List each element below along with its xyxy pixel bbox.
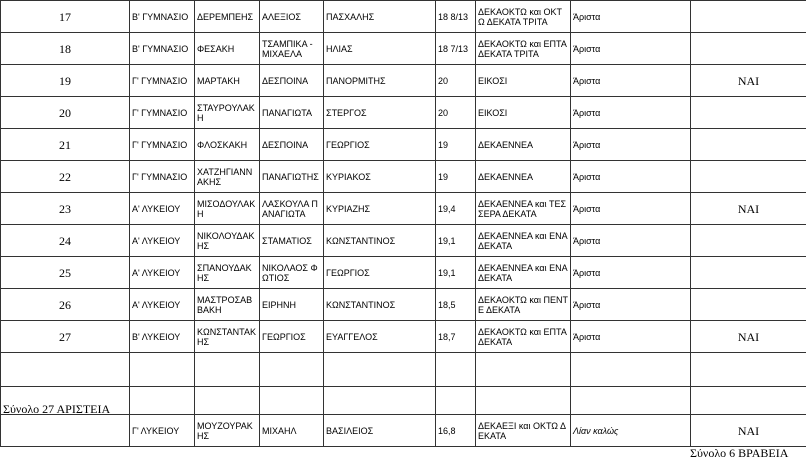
cell-surname: ΣΤΑΥΡΟΥΛΑΚΗ	[195, 97, 260, 129]
table-row	[1, 33, 806, 65]
cell-words: ΔΕΚΑΕΝΝΕΑ και ΕΝΑ ΔΕΚΑΤΑ	[476, 257, 571, 289]
table-row	[1, 97, 806, 129]
table-row	[1, 321, 806, 353]
table-row	[1, 1, 806, 33]
cell-surname: ΜΙΣΟΔΟΥΛΑΚΗ	[195, 193, 260, 225]
cell-grade: 18 7/13	[436, 33, 476, 65]
table-row	[1, 415, 806, 447]
cell-no: 22	[1, 161, 130, 193]
cell-words: ΔΕΚΑΕΝΝΕΑ	[476, 129, 571, 161]
cell-words: ΔΕΚΑΟΚΤΩ και ΕΠΤΑ ΔΕΚΑΤΑ	[476, 321, 571, 353]
cell-name: ΜΙΧΑΗΛ	[260, 415, 324, 447]
cell-rating: Άριστα	[571, 193, 691, 225]
cell-words: ΕΙΚΟΣΙ	[476, 97, 571, 129]
cell-rating: Άριστα	[571, 97, 691, 129]
cell-rating: Άριστα	[571, 1, 691, 33]
cell-no: 21	[1, 129, 130, 161]
cell-award: ΝΑΙ	[691, 321, 806, 353]
table-body	[1, 1, 806, 447]
table-row	[1, 161, 806, 193]
cell-father: ΠΑΣΧΑΛΗΣ	[324, 1, 436, 33]
cell-school	[130, 387, 195, 415]
cell-no: 24	[1, 225, 130, 257]
cell-words: ΔΕΚΑΕΞΙ και ΟΚΤΩ ΔΕΚΑΤΑ	[476, 415, 571, 447]
cell-name	[260, 353, 324, 387]
cell-words	[476, 353, 571, 387]
cell-words: ΔΕΚΑΟΚΤΩ και ΕΠΤΑ ΔΕΚΑΤΑ ΤΡΙΤΑ	[476, 33, 571, 65]
cell-name: ΓΕΩΡΓΙΟΣ	[260, 321, 324, 353]
cell-grade: 19,1	[436, 257, 476, 289]
cell-grade: 19	[436, 161, 476, 193]
cell-surname: ΜΑΣΤΡΟΣΑΒΒΑΚΗ	[195, 289, 260, 321]
cell-school: Γ' ΛΥΚΕΙΟΥ	[130, 415, 195, 447]
table-row	[1, 289, 806, 321]
cell-grade: 16,8	[436, 415, 476, 447]
cell-award	[691, 161, 806, 193]
table-row	[1, 225, 806, 257]
cell-school: Α' ΛΥΚΕΙΟΥ	[130, 225, 195, 257]
cell-rating: Λίαν καλώς	[571, 415, 691, 447]
total-vraveia: Σύνολο 6 ΒΡΑΒΕΙΑ	[690, 446, 789, 460]
cell-surname: ΦΕΣΑΚΗ	[195, 33, 260, 65]
cell-award: ΝΑΙ	[691, 65, 806, 97]
cell-school: Γ' ΓΥΜΝΑΣΙΟ	[130, 65, 195, 97]
cell-name: ΑΛΕΞΙΟΣ	[260, 1, 324, 33]
cell-grade: 18,7	[436, 321, 476, 353]
cell-no	[1, 353, 130, 387]
cell-name: ΔΕΣΠΟΙΝΑ	[260, 129, 324, 161]
cell-name: ΛΑΣΚΟΥΛΑ ΠΑΝΑΓΙΩΤΑ	[260, 193, 324, 225]
cell-rating: Άριστα	[571, 225, 691, 257]
cell-surname: ΝΙΚΟΛΟΥΔΑΚΗΣ	[195, 225, 260, 257]
cell-father: ΠΑΝΟΡΜΙΤΗΣ	[324, 65, 436, 97]
cell-grade	[436, 387, 476, 415]
cell-father: ΒΑΣΙΛΕΙΟΣ	[324, 415, 436, 447]
cell-school: Γ' ΓΥΜΝΑΣΙΟ	[130, 129, 195, 161]
cell-father	[324, 387, 436, 415]
empty-row	[1, 353, 806, 387]
cell-name: ΝΙΚΟΛΑΟΣ ΦΩΤΙΟΣ	[260, 257, 324, 289]
cell-award: ΝΑΙ	[691, 415, 806, 447]
cell-school: Γ' ΓΥΜΝΑΣΙΟ	[130, 97, 195, 129]
cell-words: ΔΕΚΑΟΚΤΩ και ΟΚΤΩ ΔΕΚΑΤΑ ΤΡΙΤΑ	[476, 1, 571, 33]
cell-surname: ΜΑΡΤΑΚΗ	[195, 65, 260, 97]
cell-school: Α' ΛΥΚΕΙΟΥ	[130, 193, 195, 225]
cell-name: ΤΣΑΜΠΙΚΑ - ΜΙΧΑΕΛΑ	[260, 33, 324, 65]
cell-father: ΕΥΑΓΓΕΛΟΣ	[324, 321, 436, 353]
cell-rating: Άριστα	[571, 129, 691, 161]
cell-rating: Άριστα	[571, 289, 691, 321]
cell-surname	[195, 387, 260, 415]
cell-rating: Άριστα	[571, 33, 691, 65]
cell-rating	[571, 387, 691, 415]
cell-surname: ΧΑΤΖΗΓΙΑΝΝΑΚΗΣ	[195, 161, 260, 193]
cell-no: 27	[1, 321, 130, 353]
cell-name: ΠΑΝΑΓΙΩΤΗΣ	[260, 161, 324, 193]
cell-words	[476, 387, 571, 415]
cell-surname: ΦΛΟΣΚΑΚΗ	[195, 129, 260, 161]
cell-award	[691, 387, 806, 415]
cell-words: ΔΕΚΑΟΚΤΩ και ΠΕΝΤΕ ΔΕΚΑΤΑ	[476, 289, 571, 321]
cell-father: ΣΤΕΡΓΟΣ	[324, 97, 436, 129]
cell-words: ΔΕΚΑΕΝΝΕΑ	[476, 161, 571, 193]
cell-award	[691, 33, 806, 65]
cell-surname	[195, 353, 260, 387]
cell-award	[691, 257, 806, 289]
cell-father: ΚΥΡΙΑΚΟΣ	[324, 161, 436, 193]
cell-grade: 18,5	[436, 289, 476, 321]
cell-grade: 19,4	[436, 193, 476, 225]
table-row	[1, 193, 806, 225]
cell-rating: Άριστα	[571, 321, 691, 353]
cell-words: ΔΕΚΑΕΝΝΕΑ και ΤΕΣΣΕΡΑ ΔΕΚΑΤΑ	[476, 193, 571, 225]
cell-rating: Άριστα	[571, 161, 691, 193]
cell-father: ΗΛΙΑΣ	[324, 33, 436, 65]
cell-no	[1, 415, 130, 447]
cell-name: ΠΑΝΑΓΙΩΤΑ	[260, 97, 324, 129]
cell-no: 19	[1, 65, 130, 97]
cell-surname: ΚΩΝΣΤΑΝΤΑΚΗΣ	[195, 321, 260, 353]
cell-award: ΝΑΙ	[691, 193, 806, 225]
cell-award	[691, 97, 806, 129]
cell-school: Γ' ΓΥΜΝΑΣΙΟ	[130, 161, 195, 193]
cell-rating: Άριστα	[571, 257, 691, 289]
cell-father: ΚΩΝΣΤΑΝΤΙΝΟΣ	[324, 289, 436, 321]
cell-award	[691, 1, 806, 33]
cell-award	[691, 289, 806, 321]
cell-school	[130, 353, 195, 387]
cell-words: ΕΙΚΟΣΙ	[476, 65, 571, 97]
cell-name	[260, 387, 324, 415]
cell-no: 23	[1, 193, 130, 225]
cell-father: ΚΩΝΣΤΑΝΤΙΝΟΣ	[324, 225, 436, 257]
cell-father: ΚΥΡΙΑΖΗΣ	[324, 193, 436, 225]
cell-award	[691, 225, 806, 257]
cell-grade: 20	[436, 65, 476, 97]
cell-words: ΔΕΚΑΕΝΝΕΑ και ΕΝΑ ΔΕΚΑΤΑ	[476, 225, 571, 257]
cell-grade: 19	[436, 129, 476, 161]
cell-school: Α' ΛΥΚΕΙΟΥ	[130, 289, 195, 321]
cell-grade: 18 8/13	[436, 1, 476, 33]
cell-surname: ΜΟΥΖΟΥΡΑΚΗΣ	[195, 415, 260, 447]
cell-no: 25	[1, 257, 130, 289]
cell-grade	[436, 353, 476, 387]
table-row	[1, 129, 806, 161]
cell-father: ΓΕΩΡΓΙΟΣ	[324, 257, 436, 289]
cell-school: Β' ΓΥΜΝΑΣΙΟ	[130, 1, 195, 33]
cell-father: ΓΕΩΡΓΙΟΣ	[324, 129, 436, 161]
cell-school: Β' ΛΥΚΕΙΟΥ	[130, 321, 195, 353]
cell-school: Β' ΓΥΜΝΑΣΙΟ	[130, 33, 195, 65]
table-row	[1, 65, 806, 97]
cell-grade: 20	[436, 97, 476, 129]
cell-father	[324, 353, 436, 387]
cell-name: ΕΙΡΗΝΗ	[260, 289, 324, 321]
total-aristeia: Σύνολο 27 ΑΡΙΣΤΕΙΑ	[1, 387, 130, 415]
cell-surname: ΔΕΡΕΜΠΕΗΣ	[195, 1, 260, 33]
cell-award	[691, 353, 806, 387]
cell-grade: 19,1	[436, 225, 476, 257]
cell-award	[691, 129, 806, 161]
cell-rating: Άριστα	[571, 65, 691, 97]
table-row	[1, 257, 806, 289]
cell-no: 26	[1, 289, 130, 321]
cell-no: 18	[1, 33, 130, 65]
cell-no: 20	[1, 97, 130, 129]
cell-rating	[571, 353, 691, 387]
cell-surname: ΣΠΑΝΟΥΔΑΚΗΣ	[195, 257, 260, 289]
cell-no: 17	[1, 1, 130, 33]
cell-school: Α' ΛΥΚΕΙΟΥ	[130, 257, 195, 289]
cell-name: ΔΕΣΠΟΙΝΑ	[260, 65, 324, 97]
cell-name: ΣΤΑΜΑΤΙΟΣ	[260, 225, 324, 257]
total-aristeia-row	[1, 387, 806, 415]
